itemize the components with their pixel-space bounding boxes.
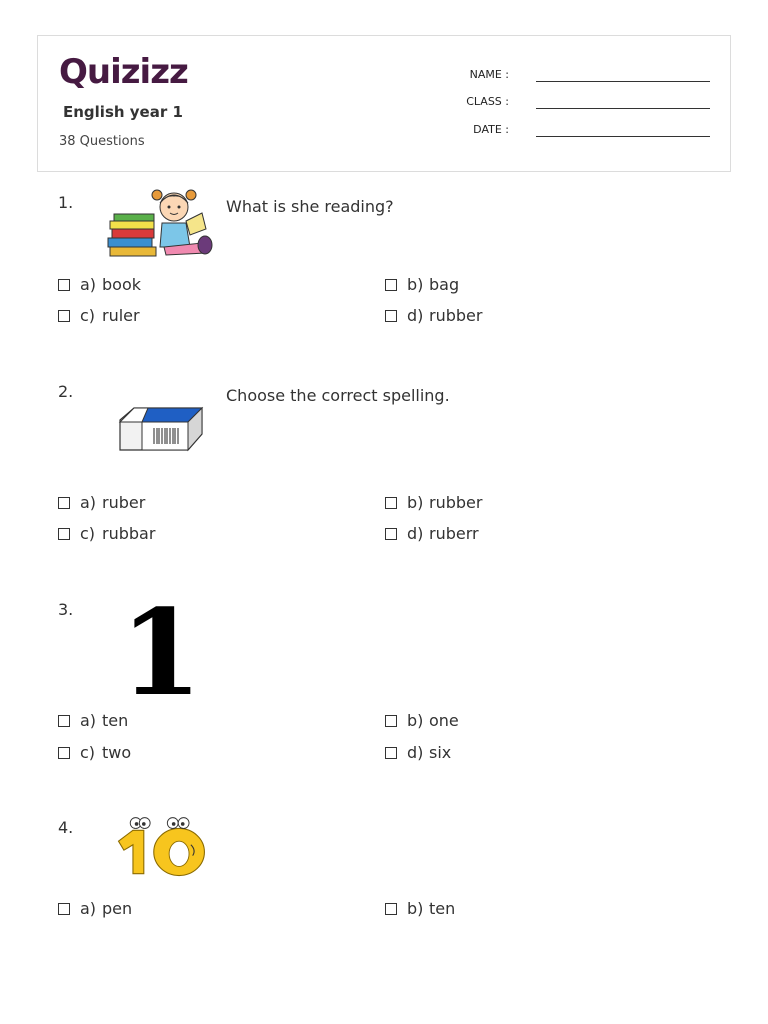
option-text: two	[102, 743, 132, 762]
class-field[interactable]	[468, 93, 713, 113]
option-text: ruber	[102, 493, 146, 512]
option-letter: b)	[407, 899, 424, 918]
answer-checkbox[interactable]	[385, 747, 397, 759]
quizizz-logo: Quizizz	[59, 52, 188, 92]
worksheet-title: English year 1	[63, 103, 183, 121]
option-letter: d)	[407, 743, 424, 762]
question-text: Choose the correct spelling.	[226, 386, 450, 405]
option-letter: a)	[80, 899, 97, 918]
answer-checkbox[interactable]	[385, 497, 397, 509]
answer-checkbox[interactable]	[385, 903, 397, 915]
answer-checkbox[interactable]	[58, 310, 70, 322]
question-number: 4.	[58, 818, 74, 837]
answer-checkbox[interactable]	[58, 903, 70, 915]
option-text: bag	[429, 275, 460, 294]
option-text: one	[429, 711, 459, 730]
question-number: 1.	[58, 193, 74, 212]
option-letter: b)	[407, 493, 424, 512]
question-count: 38 Questions	[59, 134, 145, 149]
girl-reading-books-image	[106, 183, 216, 267]
answer-checkbox[interactable]	[58, 497, 70, 509]
option-letter: a)	[80, 493, 97, 512]
number-one-image	[106, 596, 216, 700]
option-letter: d)	[407, 306, 424, 325]
answer-checkbox[interactable]	[58, 715, 70, 727]
answer-checkbox[interactable]	[58, 528, 70, 540]
option-letter: d)	[407, 524, 424, 543]
option-text: rubbar	[102, 524, 156, 543]
date-line[interactable]	[536, 136, 710, 137]
option-text: book	[102, 275, 141, 294]
name-label: NAME :	[469, 68, 509, 81]
date-label: DATE :	[473, 123, 509, 136]
option-letter: a)	[80, 711, 97, 730]
option-letter: c)	[80, 743, 96, 762]
answer-checkbox[interactable]	[58, 747, 70, 759]
answer-checkbox[interactable]	[58, 279, 70, 291]
option-text: six	[429, 743, 452, 762]
option-letter: a)	[80, 275, 97, 294]
name-field[interactable]	[468, 66, 713, 86]
answer-checkbox[interactable]	[385, 279, 397, 291]
option-letter: c)	[80, 306, 96, 325]
question-text: What is she reading?	[226, 197, 394, 216]
name-line[interactable]	[536, 81, 710, 82]
answer-checkbox[interactable]	[385, 715, 397, 727]
date-field[interactable]	[468, 121, 713, 141]
answer-checkbox[interactable]	[385, 528, 397, 540]
option-text: ruler	[102, 306, 140, 325]
option-text: ruberr	[429, 524, 479, 543]
eraser-image	[106, 394, 216, 478]
option-text: rubber	[429, 306, 483, 325]
number-one-glyph: 1	[119, 596, 203, 700]
option-letter: b)	[407, 275, 424, 294]
cartoon-number-ten-image	[106, 814, 216, 890]
worksheet-header	[37, 35, 731, 172]
option-letter: c)	[80, 524, 96, 543]
question-number: 3.	[58, 600, 74, 619]
option-text: ten	[102, 711, 129, 730]
option-letter: b)	[407, 711, 424, 730]
option-text: ten	[429, 899, 456, 918]
question-number: 2.	[58, 382, 74, 401]
option-text: pen	[102, 899, 133, 918]
answer-checkbox[interactable]	[385, 310, 397, 322]
class-label: CLASS :	[466, 95, 509, 108]
option-text: rubber	[429, 493, 483, 512]
class-line[interactable]	[536, 108, 710, 109]
